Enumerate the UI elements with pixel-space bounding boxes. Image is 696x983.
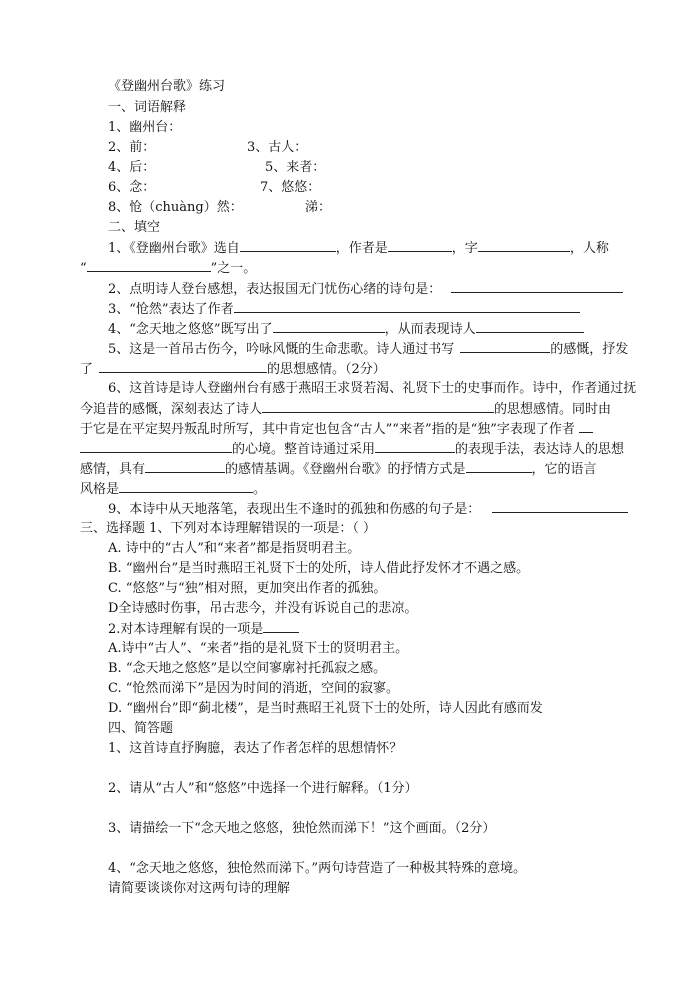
fill-text: 的感慨，抒发 [550, 342, 629, 357]
fill-item-6-cont [80, 420, 593, 439]
fill-text: 。 [253, 482, 267, 497]
fill-text: 的思想感情。同时由 [494, 402, 612, 417]
fill-text: “ [80, 261, 87, 276]
answer-blank[interactable] [234, 300, 580, 313]
fill-item-6-cont [80, 480, 266, 499]
answer-blank[interactable] [240, 239, 336, 252]
term-item: 8、怆（chuàng）然： [108, 200, 243, 215]
doc-title: 《登幽州台歌》练习 [108, 79, 226, 94]
answer-blank[interactable] [579, 420, 593, 433]
fill-item-5-cont [80, 360, 386, 379]
fill-text: ，作者是 [335, 241, 388, 256]
fill-text: 4、“念天地之悠悠”既写出了 [108, 322, 273, 337]
answer-blank[interactable] [476, 320, 584, 333]
term-item: 3、古人： [247, 140, 308, 155]
fill-text: ，字 [451, 241, 478, 256]
short-answer-question: 3、请描绘一下“念天地之悠悠，独怆然而涕下！”这个画面。（2分） [108, 821, 496, 836]
answer-blank[interactable] [451, 280, 623, 293]
fill-text: 了 [80, 362, 94, 377]
fill-item-2 [108, 280, 623, 299]
fill-text: ”之一。 [210, 261, 257, 276]
fill-item-9 [108, 500, 628, 519]
choice-option: B. “幽州台”是当时燕昭王礼贤下士的处所，诗人借此抒发怀才不遇之感。 [108, 561, 530, 576]
answer-blank[interactable] [460, 340, 550, 353]
answer-blank[interactable] [375, 440, 455, 453]
fill-text: 5、这是一首吊古伤今，吟咏风慨的生命悲歌。诗人通过书写 [108, 342, 455, 357]
fill-item-6-cont [80, 400, 611, 419]
term-item: 7、悠悠： [260, 180, 321, 195]
answer-blank[interactable] [262, 400, 494, 413]
section-2-heading: 二、填空 [108, 220, 161, 235]
fill-item-3 [108, 300, 580, 319]
short-answer-question: 2、请从“古人”和“悠悠”中选择一个进行解释。（1分） [108, 781, 418, 796]
choice-question-2 [108, 620, 299, 639]
fill-text: 3、“怆然”表达了作者 [108, 302, 234, 317]
answer-blank[interactable] [492, 500, 628, 513]
fill-text: 1、《登幽州台歌》选自 [108, 241, 240, 256]
answer-blank[interactable] [263, 620, 299, 633]
term-item: 5、来者： [265, 160, 326, 175]
fill-text: ，从而表现诗人 [384, 322, 476, 337]
fill-item-5 [108, 340, 628, 359]
answer-blank[interactable] [478, 239, 570, 252]
fill-text: 2、点明诗人登台感想，表达报国无门忧伤心绪的诗句是： [108, 282, 442, 297]
term-item: 6、念： [108, 180, 156, 195]
fill-item-6: 6、这首诗是诗人登幽州台有感于燕昭王求贤若渴、礼贤下士的史事而作。诗中，作者通过抚 [108, 381, 637, 396]
fill-text: 的思想感情。（2分） [267, 362, 386, 377]
choice-option: A. 诗中的“古人”和“来者”都是指贤明君主。 [108, 541, 361, 556]
fill-text: 的表现手法，表达诗人的思想 [455, 442, 625, 457]
section-3-heading: 三、选择题 1、下列对本诗理解错误的一项是：（ ） [80, 521, 377, 536]
fill-text: 感情，具有 [80, 462, 146, 477]
answer-blank[interactable] [273, 320, 385, 333]
term-item: 1、幽州台： [108, 120, 182, 135]
fill-item-4 [108, 320, 584, 339]
answer-blank[interactable] [119, 480, 253, 493]
answer-blank[interactable] [87, 259, 211, 272]
term-item: 涕： [305, 200, 332, 215]
short-answer-question: 请简要谈谈你对这两句诗的理解 [108, 881, 291, 896]
fill-item-1 [108, 239, 609, 258]
fill-text: 的心境。整首诗通过采用 [232, 442, 376, 457]
fill-text: 2.对本诗理解有误的一项是 [108, 622, 264, 637]
fill-text: ，人称 [569, 241, 609, 256]
term-item: 4、后： [108, 160, 156, 175]
choice-option: D. “幽州台”即“蓟北楼”，是当时燕昭王礼贤下士的处所，诗人因此有感而发 [108, 701, 543, 716]
term-item: 2、前： [108, 140, 156, 155]
fill-text: 的感情基调。《登幽州台歌》的抒情方式是 [225, 462, 466, 477]
fill-text: 于它是在平定契丹叛乱时所写，其中肯定也包含“古人”“来者”指的是“独”字表现了作者 [80, 422, 575, 437]
section-4-heading: 四、简答题 [108, 721, 174, 736]
fill-item-1-cont [80, 259, 256, 278]
answer-blank[interactable] [466, 460, 532, 473]
answer-blank[interactable] [80, 440, 232, 453]
answer-blank[interactable] [388, 239, 452, 252]
short-answer-question: 4、“念天地之悠悠，独怆然而涕下。”两句诗营造了一种极其特殊的意境。 [108, 861, 527, 876]
choice-option: C. “怆然而涕下”是因为时间的消逝，空间的寂寥。 [108, 681, 400, 696]
fill-item-6-cont [80, 440, 624, 459]
fill-text: 风格是 [80, 482, 120, 497]
choice-option: B. “念天地之悠悠”是以空间寥廓衬托孤寂之感。 [108, 661, 387, 676]
short-answer-question: 1、这首诗直抒胸臆，表达了作者怎样的思想情怀？ [108, 741, 403, 756]
fill-item-6-cont [80, 460, 597, 479]
fill-text: 9、本诗中从天地落笔，表现出生不逢时的孤独和伤感的句子是： [108, 502, 481, 517]
choice-option: A.诗中“古人”、“来者”指的是礼贤下士的贤明君主。 [108, 641, 409, 656]
section-1-heading: 一、词语解释 [108, 100, 187, 115]
choice-option: C. “悠悠”与“独”相对照，更加突出作者的孤独。 [108, 581, 387, 596]
answer-blank[interactable] [145, 460, 225, 473]
answer-blank[interactable] [99, 360, 267, 373]
fill-text: ，它的语言 [531, 462, 597, 477]
fill-text: 今追昔的感慨，深刻表达了诗人 [80, 402, 263, 417]
choice-option: D全诗感时伤事，吊古悲今，并没有诉说自己的悲凉。 [108, 601, 418, 616]
